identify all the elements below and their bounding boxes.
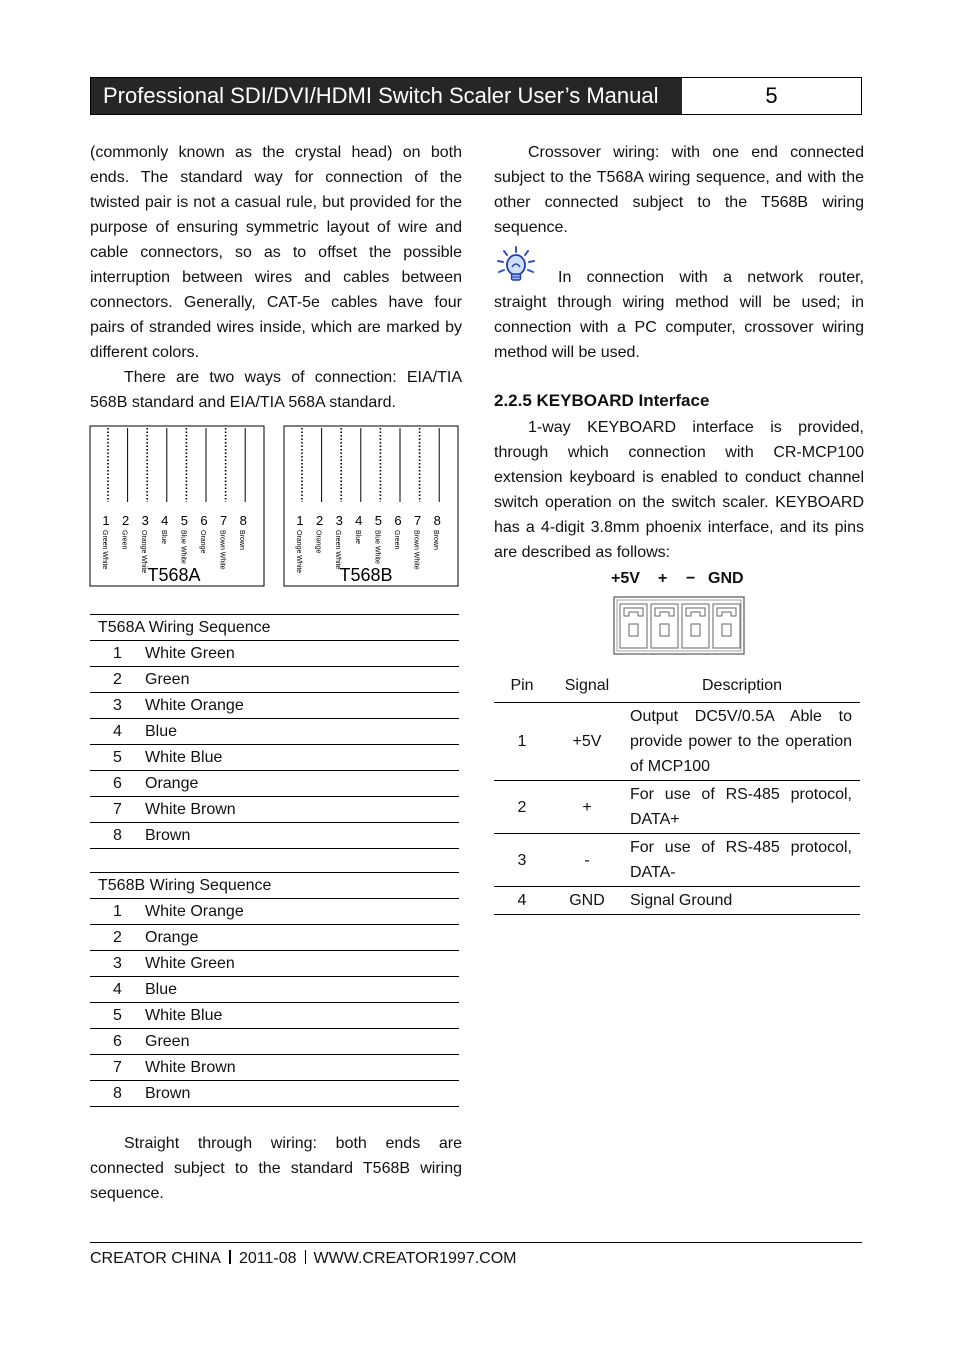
t568a-diagram	[90, 426, 264, 586]
wire-color: Blue	[145, 977, 459, 1003]
footer-date: 2011-08	[238, 1250, 297, 1267]
table-b-row	[90, 1055, 459, 1081]
signal-cell: -	[550, 834, 624, 887]
pin-number: 6	[90, 771, 145, 797]
table-b-row	[90, 977, 459, 1003]
wire-color-label: Brown White	[218, 530, 226, 570]
table-a-row	[90, 823, 459, 849]
table-a-row	[90, 693, 459, 719]
wire-color-label: Brown	[432, 530, 440, 550]
wire-color: White Brown	[145, 797, 459, 823]
pin-cell: 2	[494, 781, 550, 834]
pin-number-label: 8	[239, 513, 247, 528]
t568b-table-title: T568B Wiring Sequence	[90, 873, 459, 899]
pin-number: 3	[90, 951, 145, 977]
pin-number: 7	[90, 797, 145, 823]
wire-color-label: Green	[393, 530, 400, 550]
tip-paragraph: In connection with a network router, straight through wiring method will be used; in connection with a PC computer, crossover wiring method will be used.	[494, 269, 864, 361]
wire-color: Orange	[145, 771, 459, 797]
t568a-outline	[90, 426, 264, 586]
signal-cell: +5V	[550, 703, 624, 781]
pin-number-label: 3	[141, 513, 149, 528]
pin-number: 4	[90, 719, 145, 745]
wire-color: Orange	[145, 925, 459, 951]
wire-color-label: Blue	[159, 530, 167, 545]
wire-color-label: Green White	[334, 530, 342, 570]
wire-color-label: Orange White	[295, 530, 302, 574]
pin-row	[494, 781, 860, 834]
t568a-table-title: T568A Wiring Sequence	[90, 615, 459, 641]
pin-number-label: 3	[335, 513, 343, 528]
section-heading-keyboard: 2.2.5 KEYBOARD Interface	[494, 391, 710, 410]
col-signal: Signal	[550, 670, 624, 703]
wire-color: Green	[145, 667, 459, 693]
wire-color: White Green	[145, 641, 459, 667]
pin-number: 6	[90, 1029, 145, 1055]
pin-number: 4	[90, 977, 145, 1003]
wire-color-label: Blue White	[179, 530, 187, 564]
left-paragraph-1: (commonly known as the crystal head) on both ends. The standard way for connection of the twisted pair is not a casual rule, but provided for the purpose of ensuring symmetric layout of wire and cable connectors, so as to offset the possible interruption between wires and cables between connectors. Generally, CAT-5e cables have four pairs of stranded wires inside, which are marked by different colors.	[90, 144, 462, 361]
pin-number: 2	[90, 667, 145, 693]
wire-color: Brown	[145, 1081, 459, 1107]
pin-label-5v: +5V	[611, 570, 640, 587]
footer-separator	[305, 1250, 306, 1264]
pin-number: 1	[90, 899, 145, 925]
footer-website: WWW.CREATOR1997.COM	[313, 1250, 517, 1267]
wire-color-label: Brown	[238, 530, 246, 550]
page-header	[90, 77, 862, 115]
wire-color: White Blue	[145, 745, 459, 771]
col-pin: Pin	[494, 670, 550, 703]
pin-row	[494, 703, 860, 781]
pin-number-label: 8	[433, 513, 441, 528]
pin-number-label: 1	[102, 513, 110, 528]
t568b-table	[90, 872, 459, 1107]
pin-cell: 3	[494, 834, 550, 887]
wire-color: White Brown	[145, 1055, 459, 1081]
wire-color-label: Blue	[353, 530, 361, 545]
rj45-wiring-diagram	[88, 422, 464, 590]
footer-company: CREATOR CHINA	[90, 1250, 221, 1267]
pin-number-label: 5	[180, 513, 189, 528]
table-a-row	[90, 667, 459, 693]
wire-color-label: Orange	[199, 530, 206, 554]
pin-number-label: 6	[394, 513, 402, 528]
table-a-row	[90, 797, 459, 823]
table-b-row	[90, 1029, 459, 1055]
table-b-row	[90, 1081, 459, 1107]
t568b-label: T568B	[339, 565, 393, 585]
pin-number-label: 2	[121, 513, 130, 528]
wire-color: Blue	[145, 719, 459, 745]
pin-label-gnd: GND	[708, 570, 744, 587]
page-footer	[90, 1249, 517, 1269]
wire-color-label: Blue White	[373, 530, 381, 564]
page-number: 5	[765, 83, 778, 108]
t568b-diagram	[284, 426, 458, 586]
wire-color: Brown	[145, 823, 459, 849]
pin-number: 3	[90, 693, 145, 719]
manual-title: Professional SDI/DVI/HDMI Switch Scaler User’s Manual	[91, 78, 682, 114]
wire-color-label: Green White	[101, 530, 108, 570]
pin-number-label: 4	[161, 513, 169, 528]
table-a-row	[90, 771, 459, 797]
signal-cell: +	[550, 781, 624, 834]
footer-rule	[90, 1242, 862, 1243]
pin-number-label: 6	[200, 513, 208, 528]
pin-cell: 4	[494, 887, 550, 915]
t568a-table	[90, 614, 459, 849]
pin-number: 7	[90, 1055, 145, 1081]
wire-color-label: Brown White	[412, 530, 420, 570]
pin-number-label: 5	[374, 513, 383, 528]
left-paragraph-3: Straight through wiring: both ends are connected subject to the standard T568B wiring sequence.	[90, 1135, 462, 1202]
wire-color-label: Green	[120, 530, 128, 550]
wire-color-label: Orange	[314, 530, 322, 554]
t568b-outline	[284, 426, 458, 586]
pin-number-label: 1	[296, 513, 304, 528]
pin-number-label: 2	[315, 513, 324, 528]
description-cell: Output DC5V/0.5A Able to provide power to the operation of MCP100	[624, 703, 860, 781]
right-paragraph-1: Crossover wiring: with one end connected subject to the T568A wiring sequence, and with the other connected subject to the T568B wiring sequence.	[494, 144, 864, 236]
wire-color: White Green	[145, 951, 459, 977]
description-cell: For use of RS-485 protocol, DATA-	[624, 834, 860, 887]
wire-color-label: Orange White	[140, 530, 148, 574]
pin-number: 5	[90, 1003, 145, 1029]
signal-cell: GND	[550, 887, 624, 915]
table-b-row	[90, 925, 459, 951]
description-cell: Signal Ground	[624, 887, 860, 915]
right-paragraph-2: 1-way KEYBOARD interface is provided, through which connection with CR-MCP100 extension keyboard is enabled to conduct channel switch operation on the switch scaler. KEYBOARD has a 4-digit 3.8mm phoenix interface, and its pins are described as follows:	[494, 419, 864, 561]
table-b-row	[90, 951, 459, 977]
table-a-row	[90, 719, 459, 745]
pin-number: 8	[90, 1081, 145, 1107]
description-cell: For use of RS-485 protocol, DATA+	[624, 781, 860, 834]
pin-number: 2	[90, 925, 145, 951]
pin-label-minus: −	[686, 570, 696, 587]
col-description: Description	[624, 670, 860, 703]
pin-label-plus: +	[658, 570, 668, 587]
table-a-row	[90, 745, 459, 771]
table-b-row	[90, 899, 459, 925]
pin-number-label: 7	[219, 513, 228, 528]
phoenix-connector-icon	[613, 596, 745, 656]
t568a-label: T568A	[147, 565, 201, 585]
pin-number-label: 7	[413, 513, 422, 528]
wire-color: White Orange	[145, 899, 459, 925]
keyboard-pin-table	[494, 670, 860, 915]
pin-row	[494, 834, 860, 887]
pin-number: 5	[90, 745, 145, 771]
footer-separator	[229, 1250, 231, 1264]
table-a-row	[90, 641, 459, 667]
wire-color: White Blue	[145, 1003, 459, 1029]
wire-color: White Orange	[145, 693, 459, 719]
pin-number-label: 4	[355, 513, 363, 528]
pin-number: 8	[90, 823, 145, 849]
wire-color: Green	[145, 1029, 459, 1055]
pin-number: 1	[90, 641, 145, 667]
left-paragraph-2: There are two ways of connection: EIA/TIA 568B standard and EIA/TIA 568A standard.	[90, 369, 462, 411]
pin-cell: 1	[494, 703, 550, 781]
pin-row	[494, 887, 860, 915]
table-b-row	[90, 1003, 459, 1029]
